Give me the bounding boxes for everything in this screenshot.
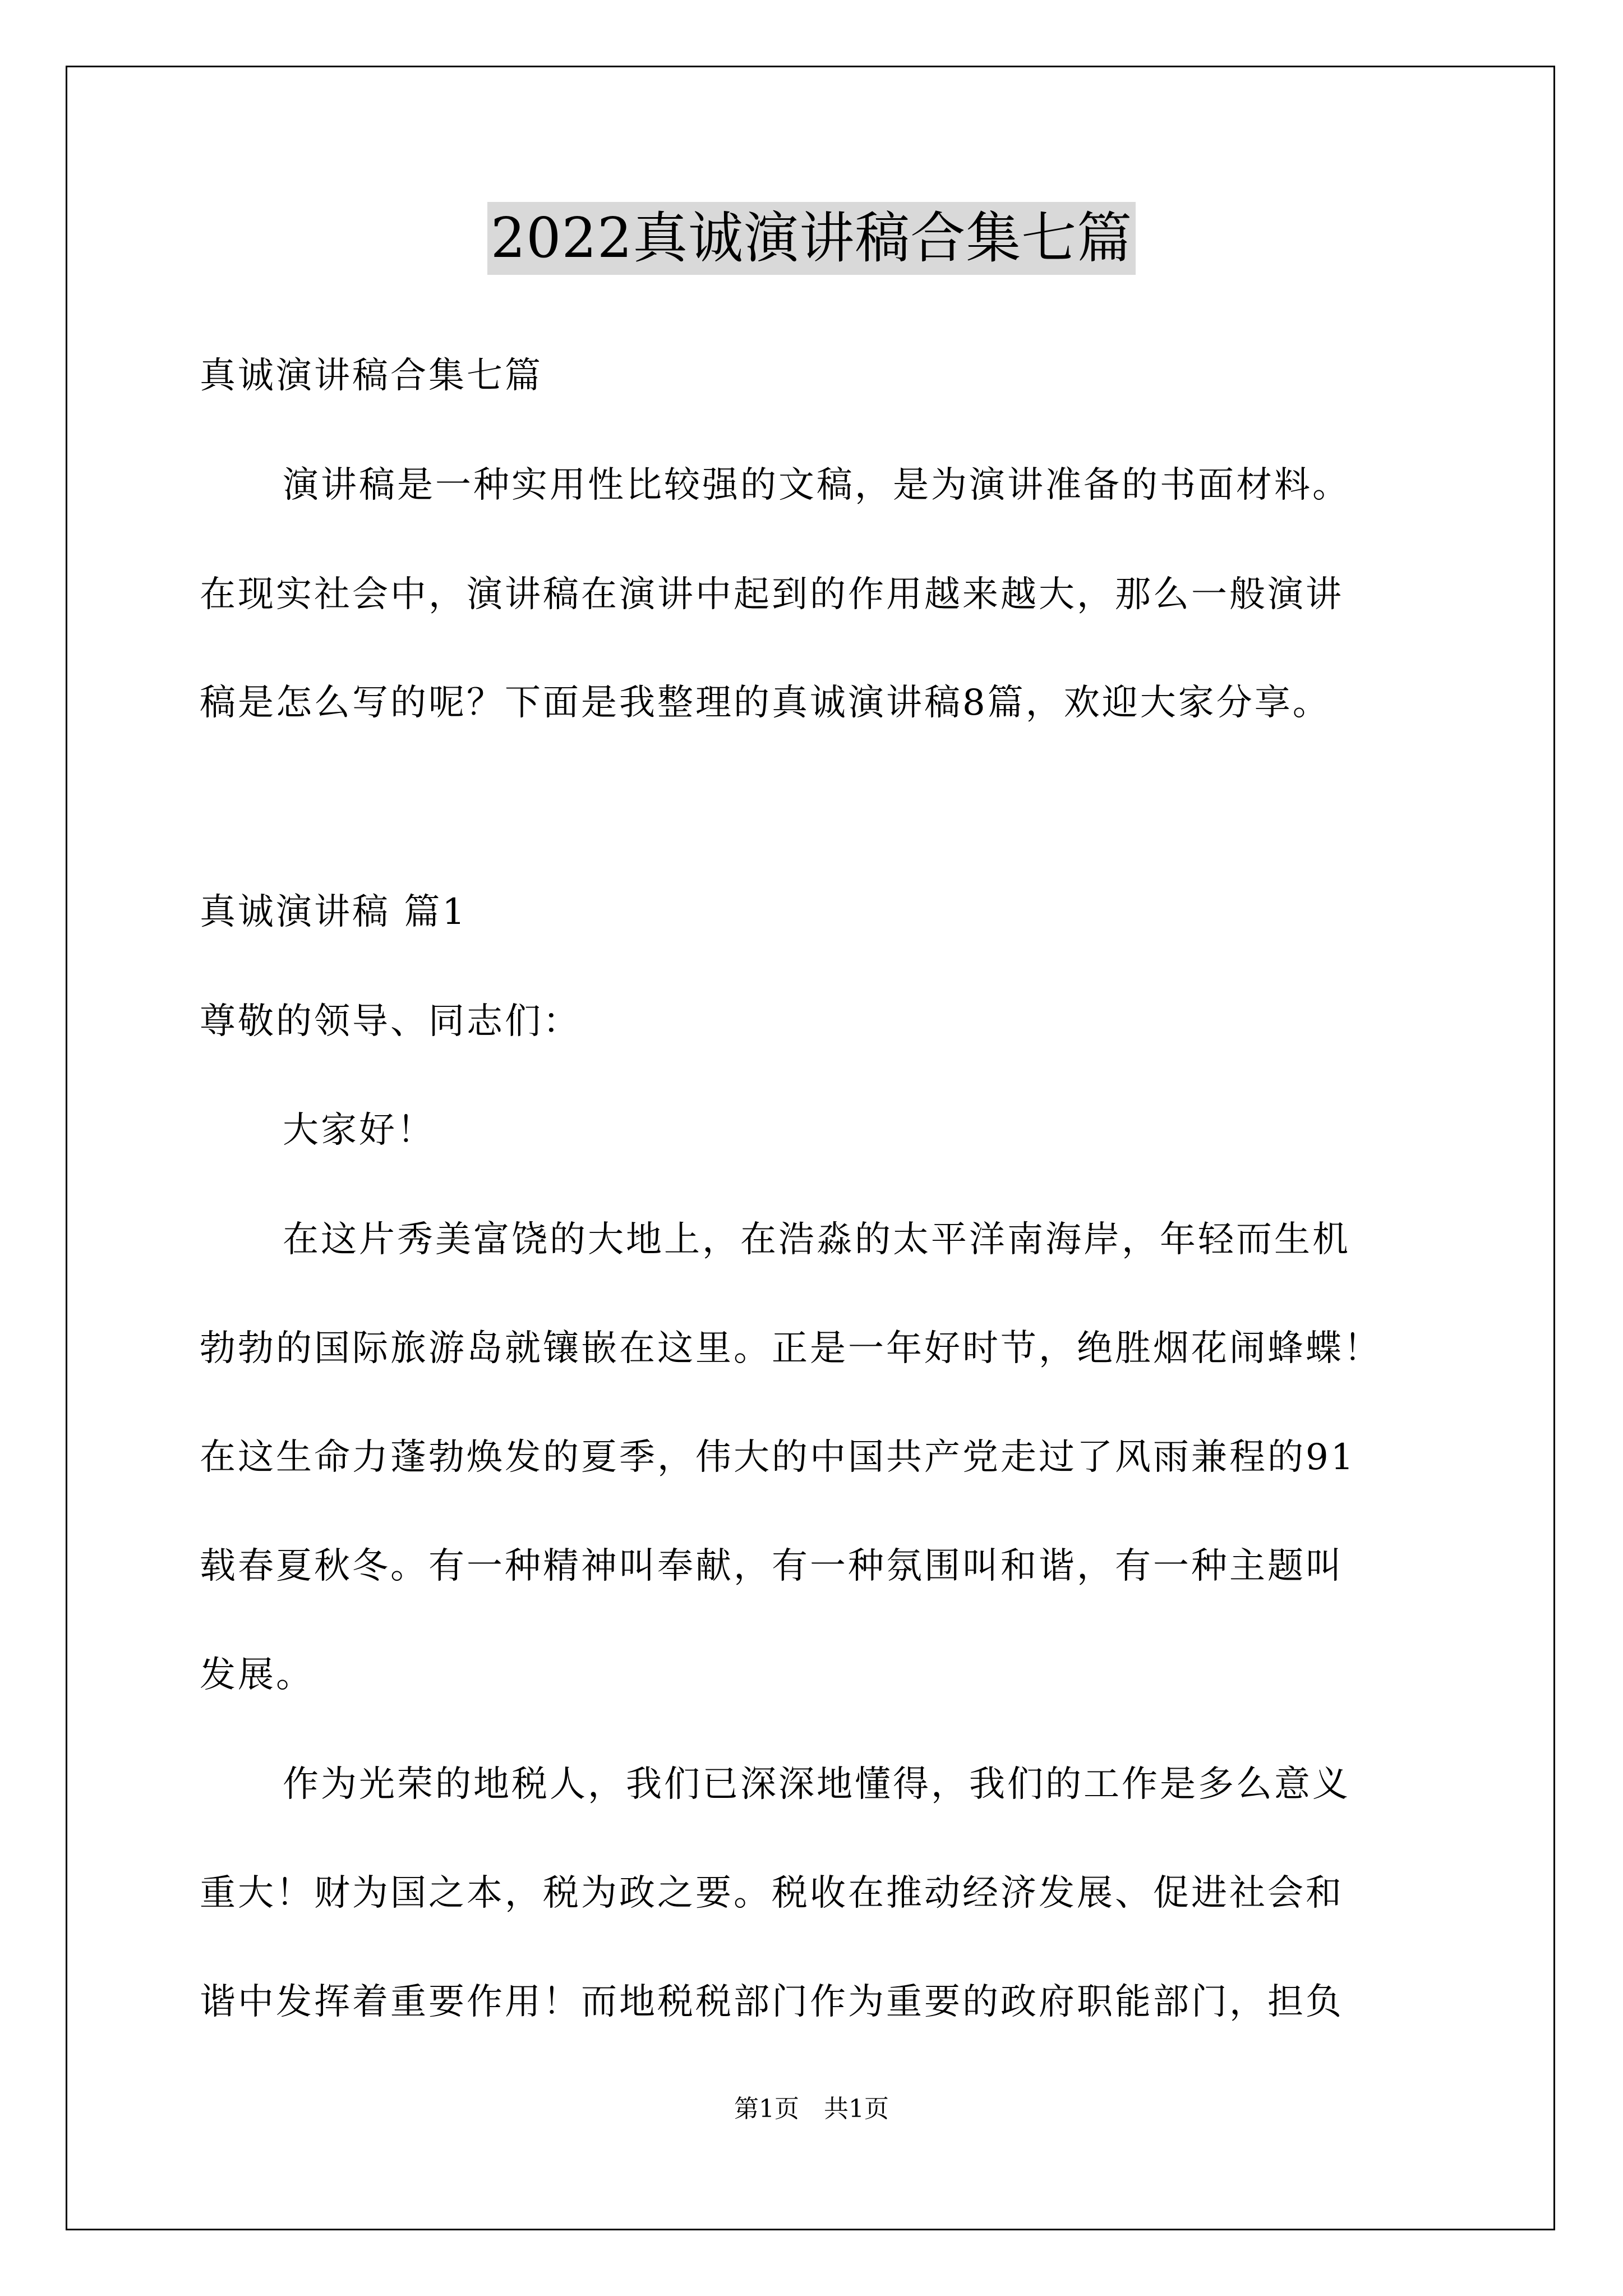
intro-line: 演讲稿是一种实用性比较强的文稿，是为演讲准备的书面材料。	[283, 464, 1350, 506]
salutation: 尊敬的领导、同志们：	[200, 1001, 581, 1042]
paragraph-line: 载春夏秋冬。有一种精神叫奉献，有一种氛围叫和谐，有一种主题叫	[200, 1545, 1344, 1587]
greeting: 大家好！	[283, 1110, 435, 1151]
document-title: 2022真诚演讲稿合集七篇	[487, 202, 1136, 275]
page-footer: 第1页 共1页	[734, 2095, 889, 2123]
document-subtitle: 真诚演讲稿合集七篇	[200, 355, 543, 397]
paragraph-line: 在这片秀美富饶的大地上，在浩淼的太平洋南海岸，年轻而生机	[283, 1219, 1350, 1260]
paragraph-line: 重大！财为国之本，税为政之要。税收在推动经济发展、促进社会和	[200, 1872, 1344, 1914]
intro-line: 在现实社会中，演讲稿在演讲中起到的作用越来越大，那么一般演讲	[200, 574, 1344, 615]
paragraph-line: 作为光荣的地税人，我们已深深地懂得，我们的工作是多么意义	[283, 1764, 1350, 1805]
paragraph-line: 在这生命力蓬勃焕发的夏季，伟大的中国共产党走过了风雨兼程的91	[200, 1437, 1356, 1478]
paragraph-line: 勃勃的国际旅游岛就镶嵌在这里。正是一年好时节，绝胜烟花闹蜂蝶！	[200, 1328, 1382, 1369]
section-heading: 真诚演讲稿 篇1	[200, 891, 468, 933]
paragraph-line: 谐中发挥着重要作用！而地税税部门作为重要的政府职能部门，担负	[200, 1981, 1344, 2023]
intro-line: 稿是怎么写的呢？下面是我整理的真诚演讲稿8篇，欢迎大家分享。	[200, 682, 1331, 724]
paragraph-line: 发展。	[200, 1654, 314, 1696]
title-wrap	[0, 202, 1623, 275]
